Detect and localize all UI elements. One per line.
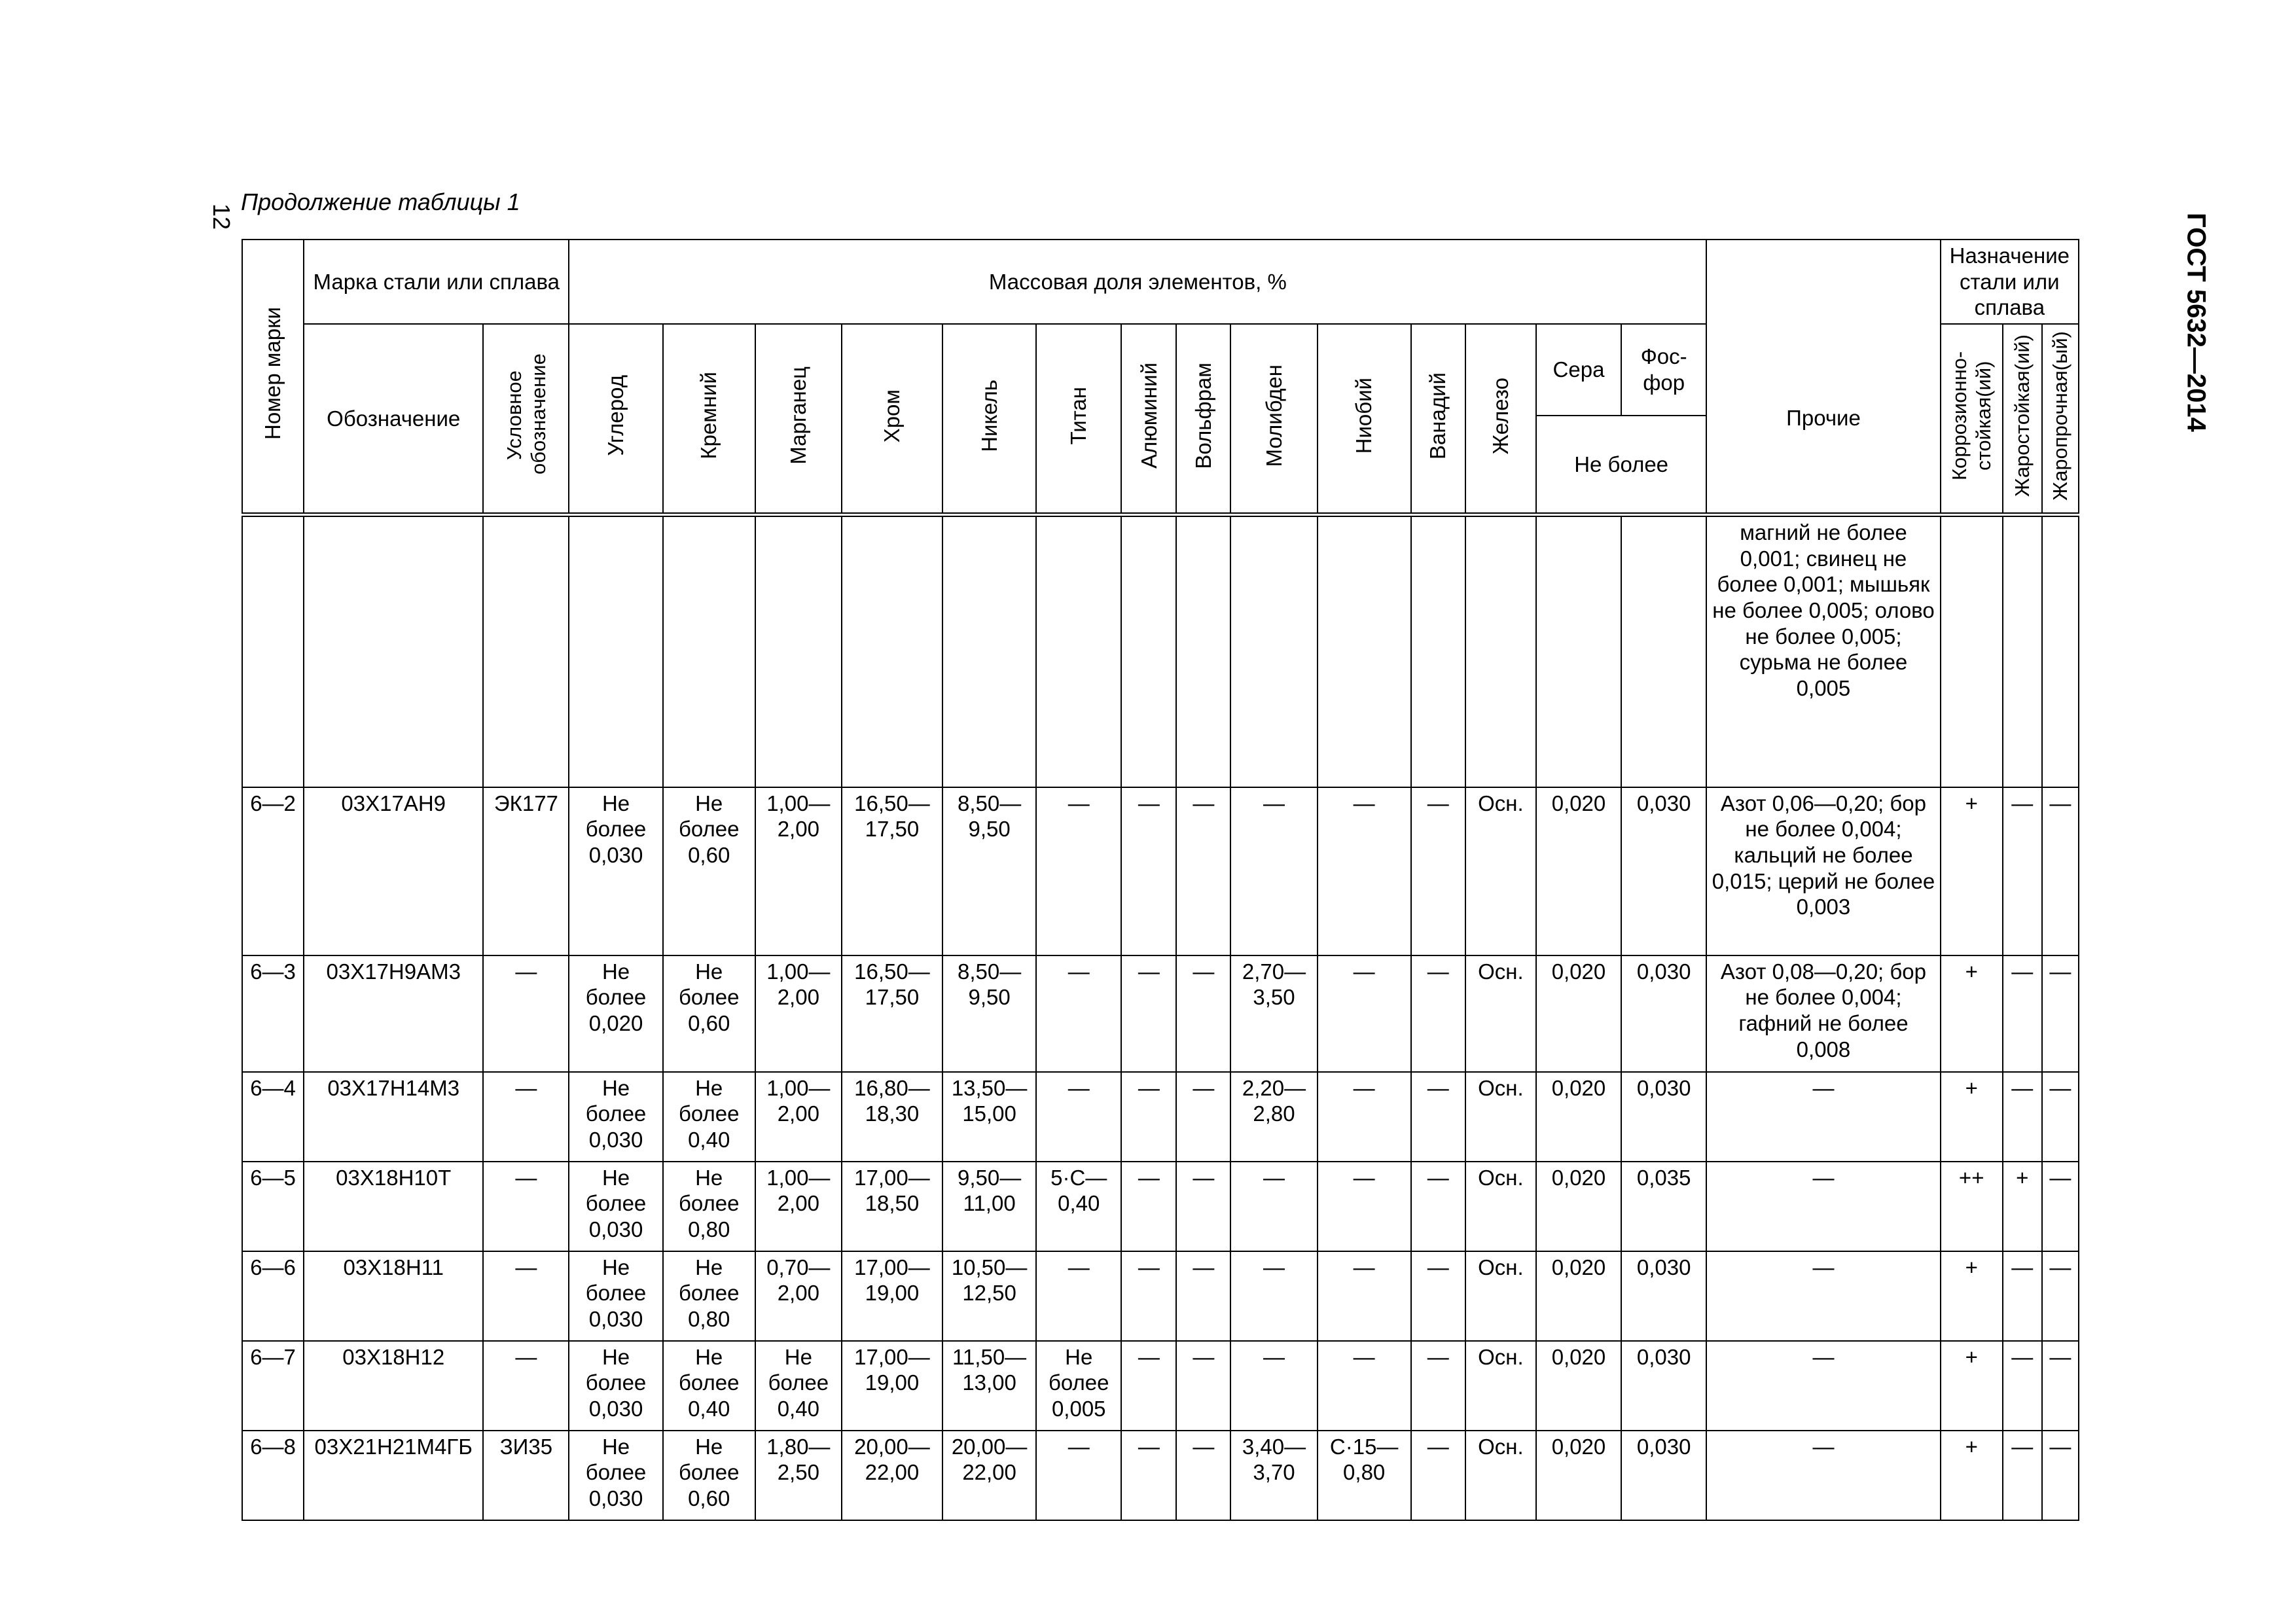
cell-heat-strength: — <box>2042 955 2079 1072</box>
cell-molybdenum: 2,70—3,50 <box>1230 955 1317 1072</box>
cell-silicon: Не более 0,60 <box>663 955 755 1072</box>
cell-chromium: 20,00—22,00 <box>842 1431 942 1520</box>
header-silicon: Кремний <box>663 324 755 515</box>
cell-niobium: — <box>1318 955 1411 1072</box>
cell-corrosion: ++ <box>1941 1162 2003 1251</box>
cell-num: 6—8 <box>242 1431 304 1520</box>
cell-molybdenum <box>1230 515 1317 787</box>
cell-molybdenum: — <box>1230 1251 1317 1341</box>
cell-sulfur: 0,020 <box>1536 787 1621 955</box>
cell-niobium: — <box>1318 787 1411 955</box>
cell-vanadium: — <box>1411 1431 1465 1520</box>
cell-designation: 03Х17Н9АМ3 <box>304 955 483 1072</box>
table-row <box>242 787 2079 955</box>
cell-iron <box>1465 515 1536 787</box>
cell-manganese <box>755 515 842 787</box>
cell-vanadium: — <box>1411 955 1465 1072</box>
cell-carbon: Не более 0,020 <box>569 955 662 1072</box>
cell-conventional: — <box>483 1251 569 1341</box>
cell-iron: Осн. <box>1465 787 1536 955</box>
cell-iron: Осн. <box>1465 1431 1536 1520</box>
cell-sulfur <box>1536 515 1621 787</box>
header-designation: Обозначение <box>304 324 483 515</box>
cell-vanadium: — <box>1411 1072 1465 1162</box>
cell-heat-resistant: — <box>2003 787 2042 955</box>
standard-designation: ГОСТ 5632—2014 <box>2181 213 2211 432</box>
cell-niobium: С·15—0,80 <box>1318 1431 1411 1520</box>
cell-designation <box>304 515 483 787</box>
cell-tungsten: — <box>1176 1162 1230 1251</box>
cell-conventional: — <box>483 1341 569 1431</box>
cell-nickel: 11,50—13,00 <box>942 1341 1036 1431</box>
header-niobium: Ниобий <box>1318 324 1411 515</box>
cell-other: Азот 0,06—0,20; бор не более 0,004; кальций не более 0,015; церий не более 0,003 <box>1706 787 1940 955</box>
cell-titanium <box>1036 515 1121 787</box>
cell-chromium: 16,50—17,50 <box>842 787 942 955</box>
cell-corrosion <box>1941 515 2003 787</box>
cell-niobium <box>1318 515 1411 787</box>
cell-phosphorus: 0,035 <box>1621 1162 1706 1251</box>
cell-heat-strength: — <box>2042 1251 2079 1341</box>
cell-vanadium: — <box>1411 787 1465 955</box>
cell-chromium: 17,00—19,00 <box>842 1251 942 1341</box>
cell-designation: 03Х17Н14М3 <box>304 1072 483 1162</box>
cell-titanium: — <box>1036 1431 1121 1520</box>
header-conventional: Условное обозначение <box>483 324 569 515</box>
cell-carbon: Не более 0,030 <box>569 1341 662 1431</box>
cell-silicon: Не более 0,40 <box>663 1341 755 1431</box>
cell-conventional: — <box>483 955 569 1072</box>
cell-tungsten: — <box>1176 787 1230 955</box>
header-mass-fraction: Массовая доля элементов, % <box>569 240 1706 324</box>
cell-aluminium: — <box>1121 787 1176 955</box>
cell-titanium: — <box>1036 787 1121 955</box>
cell-silicon: Не более 0,60 <box>663 787 755 955</box>
cell-phosphorus <box>1621 515 1706 787</box>
cell-conventional: ЗИ35 <box>483 1431 569 1520</box>
table-row <box>242 955 2079 1072</box>
cell-other: — <box>1706 1251 1940 1341</box>
cell-tungsten: — <box>1176 1072 1230 1162</box>
cell-chromium: 17,00—18,50 <box>842 1162 942 1251</box>
cell-phosphorus: 0,030 <box>1621 1251 1706 1341</box>
cell-other: — <box>1706 1431 1940 1520</box>
cell-aluminium: — <box>1121 1341 1176 1431</box>
table-row <box>242 1251 2079 1341</box>
cell-corrosion: + <box>1941 1251 2003 1341</box>
table-row <box>242 515 2079 787</box>
cell-heat-strength: — <box>2042 1162 2079 1251</box>
cell-manganese: 0,70—2,00 <box>755 1251 842 1341</box>
cell-sulfur: 0,020 <box>1536 955 1621 1072</box>
header-other-top <box>1706 240 1940 324</box>
cell-carbon: Не более 0,030 <box>569 1072 662 1162</box>
page-number: 12 <box>208 203 236 230</box>
cell-niobium: — <box>1318 1341 1411 1431</box>
table-row <box>242 1162 2079 1251</box>
cell-silicon: Не более 0,60 <box>663 1431 755 1520</box>
cell-designation: 03Х21Н21М4ГБ <box>304 1431 483 1520</box>
cell-chromium: 16,50—17,50 <box>842 955 942 1072</box>
cell-heat-strength: — <box>2042 1431 2079 1520</box>
header-vanadium: Ванадий <box>1411 324 1465 515</box>
cell-niobium: — <box>1318 1072 1411 1162</box>
cell-corrosion: + <box>1941 787 2003 955</box>
cell-manganese: 1,00—2,00 <box>755 1162 842 1251</box>
cell-other: — <box>1706 1072 1940 1162</box>
header-tungsten: Вольфрам <box>1176 324 1230 515</box>
cell-aluminium: — <box>1121 1162 1176 1251</box>
cell-titanium: — <box>1036 1072 1121 1162</box>
header-not-more: Не более <box>1536 416 1706 515</box>
cell-num: 6—6 <box>242 1251 304 1341</box>
cell-iron: Осн. <box>1465 1072 1536 1162</box>
table-row <box>242 1341 2079 1431</box>
cell-titanium: — <box>1036 1251 1121 1341</box>
cell-conventional <box>483 515 569 787</box>
cell-sulfur: 0,020 <box>1536 1341 1621 1431</box>
cell-other: магний не более 0,001; свинец не более 0,001; мышьяк не более 0,005; олово не более 0,005; сурьма не более 0,005 <box>1706 515 1940 787</box>
cell-tungsten: — <box>1176 1431 1230 1520</box>
cell-titanium: — <box>1036 955 1121 1072</box>
cell-aluminium: — <box>1121 1251 1176 1341</box>
cell-vanadium <box>1411 515 1465 787</box>
cell-niobium: — <box>1318 1251 1411 1341</box>
cell-other: — <box>1706 1341 1940 1431</box>
cell-molybdenum: 2,20—2,80 <box>1230 1072 1317 1162</box>
cell-phosphorus: 0,030 <box>1621 787 1706 955</box>
cell-chromium: 17,00—19,00 <box>842 1341 942 1431</box>
cell-carbon: Не более 0,030 <box>569 1162 662 1251</box>
cell-num <box>242 515 304 787</box>
cell-aluminium: — <box>1121 1431 1176 1520</box>
header-molybdenum: Молибден <box>1230 324 1317 515</box>
cell-designation: 03Х17АН9 <box>304 787 483 955</box>
cell-silicon: Не более 0,80 <box>663 1251 755 1341</box>
cell-iron: Осн. <box>1465 955 1536 1072</box>
header-purpose: Назначение стали или сплава <box>1941 240 2079 324</box>
cell-designation: 03Х18Н10Т <box>304 1162 483 1251</box>
cell-other: — <box>1706 1162 1940 1251</box>
cell-corrosion: + <box>1941 1341 2003 1431</box>
cell-iron: Осн. <box>1465 1251 1536 1341</box>
header-aluminium: Алюминий <box>1121 324 1176 515</box>
cell-num: 6—7 <box>242 1341 304 1431</box>
cell-heat-resistant <box>2003 515 2042 787</box>
header-mark-number: Номер марки <box>242 240 304 515</box>
cell-heat-resistant: — <box>2003 1341 2042 1431</box>
header-other: Прочие <box>1706 324 1940 515</box>
cell-carbon: Не более 0,030 <box>569 1251 662 1341</box>
cell-molybdenum: — <box>1230 1341 1317 1431</box>
cell-vanadium: — <box>1411 1251 1465 1341</box>
cell-tungsten <box>1176 515 1230 787</box>
header-heat-resistant: Жаростойкая(ий) <box>2003 324 2042 515</box>
cell-sulfur: 0,020 <box>1536 1431 1621 1520</box>
cell-heat-resistant: — <box>2003 1431 2042 1520</box>
cell-aluminium: — <box>1121 955 1176 1072</box>
cell-conventional: — <box>483 1162 569 1251</box>
cell-corrosion: + <box>1941 1072 2003 1162</box>
cell-chromium: 16,80—18,30 <box>842 1072 942 1162</box>
cell-molybdenum: 3,40—3,70 <box>1230 1431 1317 1520</box>
cell-vanadium: — <box>1411 1341 1465 1431</box>
cell-heat-strength <box>2042 515 2079 787</box>
cell-carbon <box>569 515 662 787</box>
cell-tungsten: — <box>1176 1251 1230 1341</box>
table-row <box>242 1072 2079 1162</box>
cell-heat-resistant: — <box>2003 1251 2042 1341</box>
cell-num: 6—2 <box>242 787 304 955</box>
cell-phosphorus: 0,030 <box>1621 955 1706 1072</box>
cell-nickel: 13,50—15,00 <box>942 1072 1036 1162</box>
cell-aluminium: — <box>1121 1072 1176 1162</box>
cell-iron: Осн. <box>1465 1162 1536 1251</box>
cell-heat-strength: — <box>2042 787 2079 955</box>
cell-tungsten: — <box>1176 955 1230 1072</box>
cell-corrosion: + <box>1941 955 2003 1072</box>
cell-molybdenum: — <box>1230 787 1317 955</box>
cell-sulfur: 0,020 <box>1536 1162 1621 1251</box>
cell-heat-strength: — <box>2042 1341 2079 1431</box>
header-steel-mark: Марка стали или сплава <box>304 240 569 324</box>
cell-conventional: — <box>483 1072 569 1162</box>
cell-sulfur: 0,020 <box>1536 1072 1621 1162</box>
cell-designation: 03Х18Н12 <box>304 1341 483 1431</box>
cell-num: 6—3 <box>242 955 304 1072</box>
table-row <box>242 1431 2079 1520</box>
cell-num: 6—4 <box>242 1072 304 1162</box>
cell-manganese: 1,00—2,00 <box>755 1072 842 1162</box>
cell-nickel: 10,50—12,50 <box>942 1251 1036 1341</box>
cell-nickel: 8,50—9,50 <box>942 787 1036 955</box>
header-iron: Железо <box>1465 324 1536 515</box>
header-heat-strength: Жаропрочная(ый) <box>2042 324 2079 515</box>
cell-vanadium: — <box>1411 1162 1465 1251</box>
cell-other: Азот 0,08—0,20; бор не более 0,004; гафний не более 0,008 <box>1706 955 1940 1072</box>
cell-niobium: — <box>1318 1162 1411 1251</box>
cell-manganese: 1,00—2,00 <box>755 955 842 1072</box>
cell-manganese: 1,80—2,50 <box>755 1431 842 1520</box>
cell-silicon: Не более 0,80 <box>663 1162 755 1251</box>
cell-sulfur: 0,020 <box>1536 1251 1621 1341</box>
table-caption: Продолжение таблицы 1 <box>241 188 520 215</box>
cell-carbon: Не более 0,030 <box>569 1431 662 1520</box>
header-titanium: Титан <box>1036 324 1121 515</box>
cell-titanium: Не более 0,005 <box>1036 1341 1121 1431</box>
cell-conventional: ЭК177 <box>483 787 569 955</box>
composition-table <box>242 239 2079 1521</box>
cell-aluminium <box>1121 515 1176 787</box>
cell-heat-resistant: + <box>2003 1162 2042 1251</box>
cell-designation: 03Х18Н11 <box>304 1251 483 1341</box>
cell-corrosion: + <box>1941 1431 2003 1520</box>
cell-heat-resistant: — <box>2003 955 2042 1072</box>
cell-manganese: Не более 0,40 <box>755 1341 842 1431</box>
cell-chromium <box>842 515 942 787</box>
cell-phosphorus: 0,030 <box>1621 1072 1706 1162</box>
cell-nickel <box>942 515 1036 787</box>
cell-silicon <box>663 515 755 787</box>
cell-carbon: Не более 0,030 <box>569 787 662 955</box>
cell-heat-strength: — <box>2042 1072 2079 1162</box>
cell-titanium: 5·С—0,40 <box>1036 1162 1121 1251</box>
cell-silicon: Не более 0,40 <box>663 1072 755 1162</box>
cell-tungsten: — <box>1176 1341 1230 1431</box>
header-manganese: Марганец <box>755 324 842 515</box>
cell-molybdenum: — <box>1230 1162 1317 1251</box>
cell-nickel: 9,50—11,00 <box>942 1162 1036 1251</box>
cell-phosphorus: 0,030 <box>1621 1341 1706 1431</box>
header-carbon: Углерод <box>569 324 662 515</box>
header-sulfur: Сера <box>1536 324 1621 416</box>
cell-phosphorus: 0,030 <box>1621 1431 1706 1520</box>
header-chromium: Хром <box>842 324 942 515</box>
cell-num: 6—5 <box>242 1162 304 1251</box>
cell-manganese: 1,00—2,00 <box>755 787 842 955</box>
header-nickel: Никель <box>942 324 1036 515</box>
cell-iron: Осн. <box>1465 1341 1536 1431</box>
cell-nickel: 20,00—22,00 <box>942 1431 1036 1520</box>
cell-nickel: 8,50—9,50 <box>942 955 1036 1072</box>
header-corrosion: Коррозионно-стойкая(ий) <box>1941 324 2003 515</box>
header-phosphorus: Фос-фор <box>1621 324 1706 416</box>
cell-heat-resistant: — <box>2003 1072 2042 1162</box>
